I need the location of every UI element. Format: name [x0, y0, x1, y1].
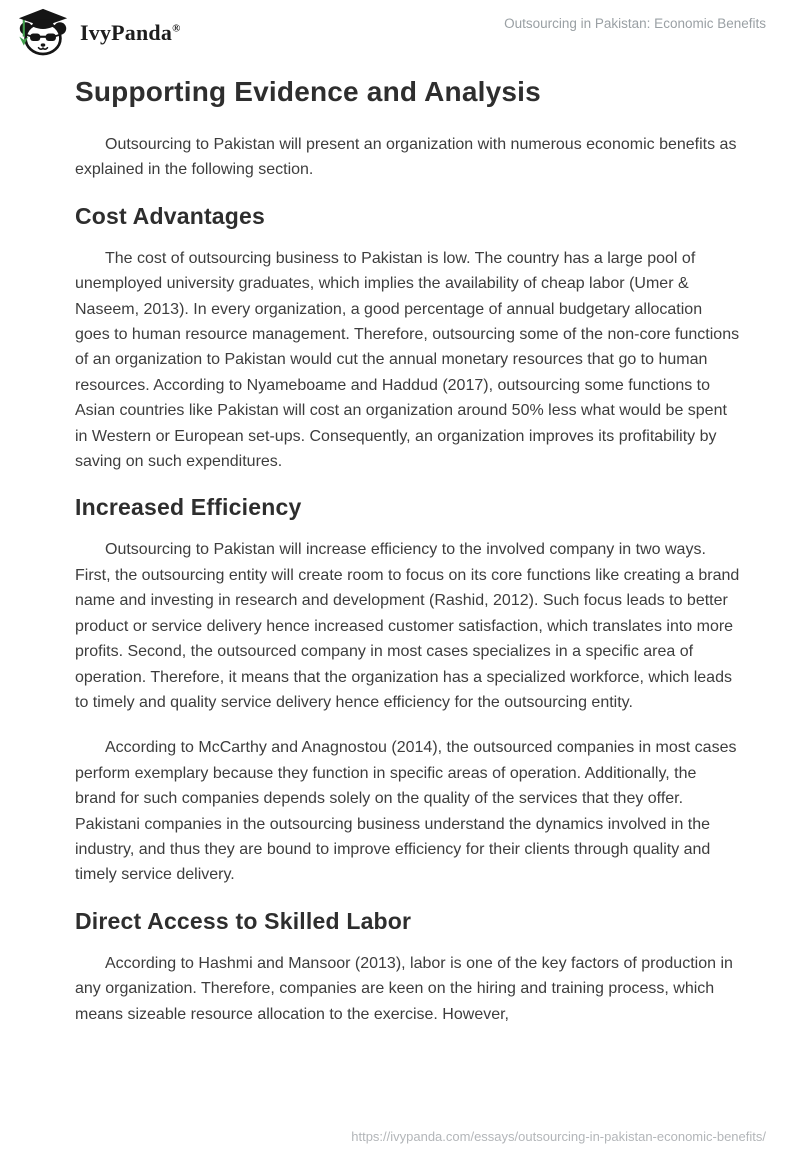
page-header [0, 0, 800, 60]
paragraph: Outsourcing to Pakistan will present an organization with numerous economic benefits as explained in the following section. [75, 136, 737, 179]
source-url: https://ivypanda.com/essays/outsourcing-in-pakistan-economic-benefits/ [351, 1129, 766, 1144]
paragraph: According to Hashmi and Mansoor (2013), labor is one of the key factors of production in any organization. Therefore, companies are keen on the hiring and training process, which means sizeable resource allocation to the exercise. However, [75, 954, 733, 1023]
section-heading: Cost Advantages [75, 202, 266, 229]
brand-logo-link[interactable] [16, 8, 181, 58]
section-heading: Increased Efficiency [75, 494, 302, 521]
paragraph: According to McCarthy and Anagnostou (2014), the outsourced companies in most cases perform exemplary because they function in specific areas of operation. Additionally, the brand for such companies depends solely on the quality of the services that they offer. Pakistani companies in the outsourcing business understand the dynamics involved in the industry, and thus they are bound to improve efficiency for their clients through quality and timely service delivery. [75, 739, 737, 884]
registered-trademark: ® [172, 22, 181, 35]
page-footer [351, 1129, 766, 1144]
paragraph: Outsourcing to Pakistan will increase efficiency to the involved company in two ways. First, the outsourcing entity will create room to focus on its core functions like creating a brand name and investing in research and development (Rashid, 2012). Such focus leads to better product or service delivery hence increased customer satisfaction, which translates into more profits. Second, the outsourced company in most cases specializes in a specific area of operation. Therefore, it means that the organization has a specialized workforce, which leads to timely and quality service delivery hence efficiency for the outsourcing entity. [75, 541, 740, 711]
document-title: Outsourcing in Pakistan: Economic Benefits [504, 16, 766, 31]
brand-name: IvyPanda® [80, 20, 181, 45]
paragraph: The cost of outsourcing business to Pakistan is low. The country has a large pool of unemployed university graduates, which implies the availability of cheap labor (Umer & Naseem, 2013). In every organization, a good percentage of annual budgetary allocation goes to human resource management. Therefore, outsourcing some of the non-core functions of an organization to Pakistan would cut the annual monetary resources that go to human resources. According to Nyameboame and Haddud (2017), outsourcing some functions to Asian countries like Pakistan will cost an organization around 50% less what would be spent in Western or European set-ups. Consequently, an organization improves its profitability by saving on such expenditures. [75, 249, 740, 471]
article-body [0, 76, 800, 1027]
section-heading: Direct Access to Skilled Labor [75, 907, 412, 934]
page-title: Supporting Evidence and Analysis [75, 76, 541, 107]
panda-graduation-cap-icon [16, 8, 70, 58]
